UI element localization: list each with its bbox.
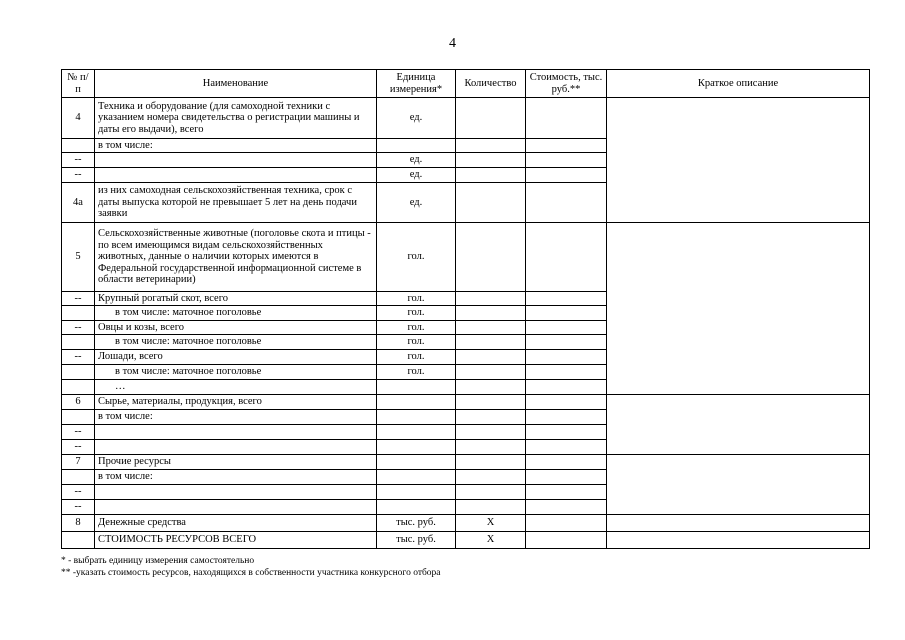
row-name: Крупный рогатый скот, всего bbox=[95, 292, 377, 306]
row-unit: тыс. руб. bbox=[377, 515, 456, 532]
row-qty bbox=[456, 425, 526, 440]
row-desc-cell bbox=[607, 455, 870, 515]
row-num bbox=[62, 470, 95, 485]
row-name: в том числе: bbox=[95, 470, 377, 485]
row-num: -- bbox=[62, 440, 95, 455]
row-qty bbox=[456, 410, 526, 425]
row-cost bbox=[526, 455, 607, 470]
row-name: Техника и оборудование (для самоходной техники с указанием номера свидетельства о регистрации машины и даты его выдачи), всего bbox=[95, 98, 377, 139]
row-name: … bbox=[95, 380, 377, 395]
row-qty bbox=[456, 380, 526, 395]
row-unit: гол. bbox=[377, 306, 456, 321]
table-row bbox=[62, 223, 870, 292]
row-cost bbox=[526, 532, 607, 549]
row-qty bbox=[456, 223, 526, 292]
row-name bbox=[95, 168, 377, 183]
row-qty bbox=[456, 470, 526, 485]
row-num: -- bbox=[62, 168, 95, 183]
row-name: СТОИМОСТЬ РЕСУРСОВ ВСЕГО bbox=[95, 532, 377, 549]
row-num bbox=[62, 380, 95, 395]
row-unit bbox=[377, 410, 456, 425]
row-name: Овцы и козы, всего bbox=[95, 321, 377, 335]
row-cost bbox=[526, 380, 607, 395]
row-num: 4 bbox=[62, 98, 95, 139]
row-unit bbox=[377, 425, 456, 440]
row-qty bbox=[456, 440, 526, 455]
row-unit: ед. bbox=[377, 98, 456, 139]
row-name bbox=[95, 500, 377, 515]
table-row bbox=[62, 455, 870, 470]
resources-table bbox=[61, 69, 870, 549]
row-name: в том числе: bbox=[95, 139, 377, 153]
row-qty bbox=[456, 292, 526, 306]
row-name bbox=[95, 440, 377, 455]
row-cost bbox=[526, 139, 607, 153]
row-qty bbox=[456, 335, 526, 350]
row-cost bbox=[526, 335, 607, 350]
row-qty bbox=[456, 500, 526, 515]
row-num: 8 bbox=[62, 515, 95, 532]
row-num: -- bbox=[62, 485, 95, 500]
row-name: в том числе: маточное поголовье bbox=[95, 335, 377, 350]
row-num: -- bbox=[62, 500, 95, 515]
row-num: 4а bbox=[62, 183, 95, 223]
row-cost bbox=[526, 440, 607, 455]
header-cost: Стоимость, тыс. руб.** bbox=[526, 70, 607, 98]
row-cost bbox=[526, 365, 607, 380]
row-unit: ед. bbox=[377, 183, 456, 223]
row-unit bbox=[377, 470, 456, 485]
row-cost bbox=[526, 306, 607, 321]
table-row bbox=[62, 515, 870, 532]
row-unit: гол. bbox=[377, 350, 456, 365]
row-qty bbox=[456, 321, 526, 335]
row-name bbox=[95, 425, 377, 440]
row-name: Денежные средства bbox=[95, 515, 377, 532]
row-qty bbox=[456, 306, 526, 321]
row-num: 5 bbox=[62, 223, 95, 292]
row-cost bbox=[526, 425, 607, 440]
row-cost bbox=[526, 350, 607, 365]
header-num: № п/п bbox=[62, 70, 95, 98]
row-qty bbox=[456, 395, 526, 410]
row-cost bbox=[526, 223, 607, 292]
row-qty bbox=[456, 139, 526, 153]
row-name bbox=[95, 485, 377, 500]
row-num: 6 bbox=[62, 395, 95, 410]
table-header-row bbox=[62, 70, 870, 98]
header-desc: Краткое описание bbox=[607, 70, 870, 98]
row-unit: гол. bbox=[377, 365, 456, 380]
row-num: -- bbox=[62, 350, 95, 365]
row-cost bbox=[526, 500, 607, 515]
row-qty bbox=[456, 153, 526, 168]
row-num: -- bbox=[62, 153, 95, 168]
header-name: Наименование bbox=[95, 70, 377, 98]
row-num: -- bbox=[62, 425, 95, 440]
row-cost bbox=[526, 292, 607, 306]
row-desc-cell bbox=[607, 395, 870, 455]
row-unit: гол. bbox=[377, 321, 456, 335]
row-qty bbox=[456, 365, 526, 380]
row-name: в том числе: bbox=[95, 410, 377, 425]
row-num: 7 bbox=[62, 455, 95, 470]
row-cost bbox=[526, 395, 607, 410]
header-unit: Единица измерения* bbox=[377, 70, 456, 98]
row-unit bbox=[377, 485, 456, 500]
row-desc-cell bbox=[607, 532, 870, 549]
row-qty bbox=[456, 455, 526, 470]
row-desc-cell bbox=[607, 223, 870, 395]
row-unit bbox=[377, 500, 456, 515]
table-row bbox=[62, 532, 870, 549]
row-qty bbox=[456, 98, 526, 139]
row-qty bbox=[456, 168, 526, 183]
table-row bbox=[62, 98, 870, 139]
row-qty bbox=[456, 485, 526, 500]
row-num: -- bbox=[62, 292, 95, 306]
row-name: из них самоходная сельскохозяйственная техника, срок с даты выпуска которой не превышает 5 лет на день подачи заявки bbox=[95, 183, 377, 223]
row-name: в том числе: маточное поголовье bbox=[95, 365, 377, 380]
row-unit bbox=[377, 440, 456, 455]
row-num bbox=[62, 139, 95, 153]
row-unit: гол. bbox=[377, 335, 456, 350]
row-num: -- bbox=[62, 321, 95, 335]
row-name: Сырье, материалы, продукция, всего bbox=[95, 395, 377, 410]
row-unit bbox=[377, 139, 456, 153]
row-cost bbox=[526, 515, 607, 532]
row-qty bbox=[456, 350, 526, 365]
footnote: * - выбрать единицу измерения самостоятельно bbox=[61, 556, 255, 566]
row-name: Сельскохозяйственные животные (поголовье скота и птицы - по всем имеющимся видам сельскохозяйственных животных, данные о наличии которых имеются в Федеральной государственной информационной системе в области ветеринарии) bbox=[95, 223, 377, 292]
row-cost bbox=[526, 153, 607, 168]
row-cost bbox=[526, 98, 607, 139]
row-num bbox=[62, 365, 95, 380]
row-cost bbox=[526, 183, 607, 223]
row-unit bbox=[377, 380, 456, 395]
row-cost bbox=[526, 470, 607, 485]
row-desc-cell bbox=[607, 98, 870, 223]
row-unit bbox=[377, 395, 456, 410]
row-desc-cell bbox=[607, 515, 870, 532]
row-unit: ед. bbox=[377, 153, 456, 168]
row-cost bbox=[526, 485, 607, 500]
header-qty: Количество bbox=[456, 70, 526, 98]
row-unit: гол. bbox=[377, 292, 456, 306]
page-number: 4 bbox=[449, 36, 456, 51]
row-unit: тыс. руб. bbox=[377, 532, 456, 549]
row-num bbox=[62, 532, 95, 549]
row-num bbox=[62, 335, 95, 350]
row-num bbox=[62, 306, 95, 321]
row-name bbox=[95, 153, 377, 168]
row-name: Лошади, всего bbox=[95, 350, 377, 365]
row-unit bbox=[377, 455, 456, 470]
row-qty: Х bbox=[456, 532, 526, 549]
table-row bbox=[62, 395, 870, 410]
row-num bbox=[62, 410, 95, 425]
row-unit: гол. bbox=[377, 223, 456, 292]
row-qty bbox=[456, 183, 526, 223]
row-name: Прочие ресурсы bbox=[95, 455, 377, 470]
row-cost bbox=[526, 321, 607, 335]
row-unit: ед. bbox=[377, 168, 456, 183]
row-cost bbox=[526, 410, 607, 425]
footnotes bbox=[61, 555, 441, 579]
row-cost bbox=[526, 168, 607, 183]
row-name: в том числе: маточное поголовье bbox=[95, 306, 377, 321]
footnote: ** -указать стоимость ресурсов, находящихся в собственности участника конкурсного отбора bbox=[61, 568, 441, 578]
row-qty: Х bbox=[456, 515, 526, 532]
